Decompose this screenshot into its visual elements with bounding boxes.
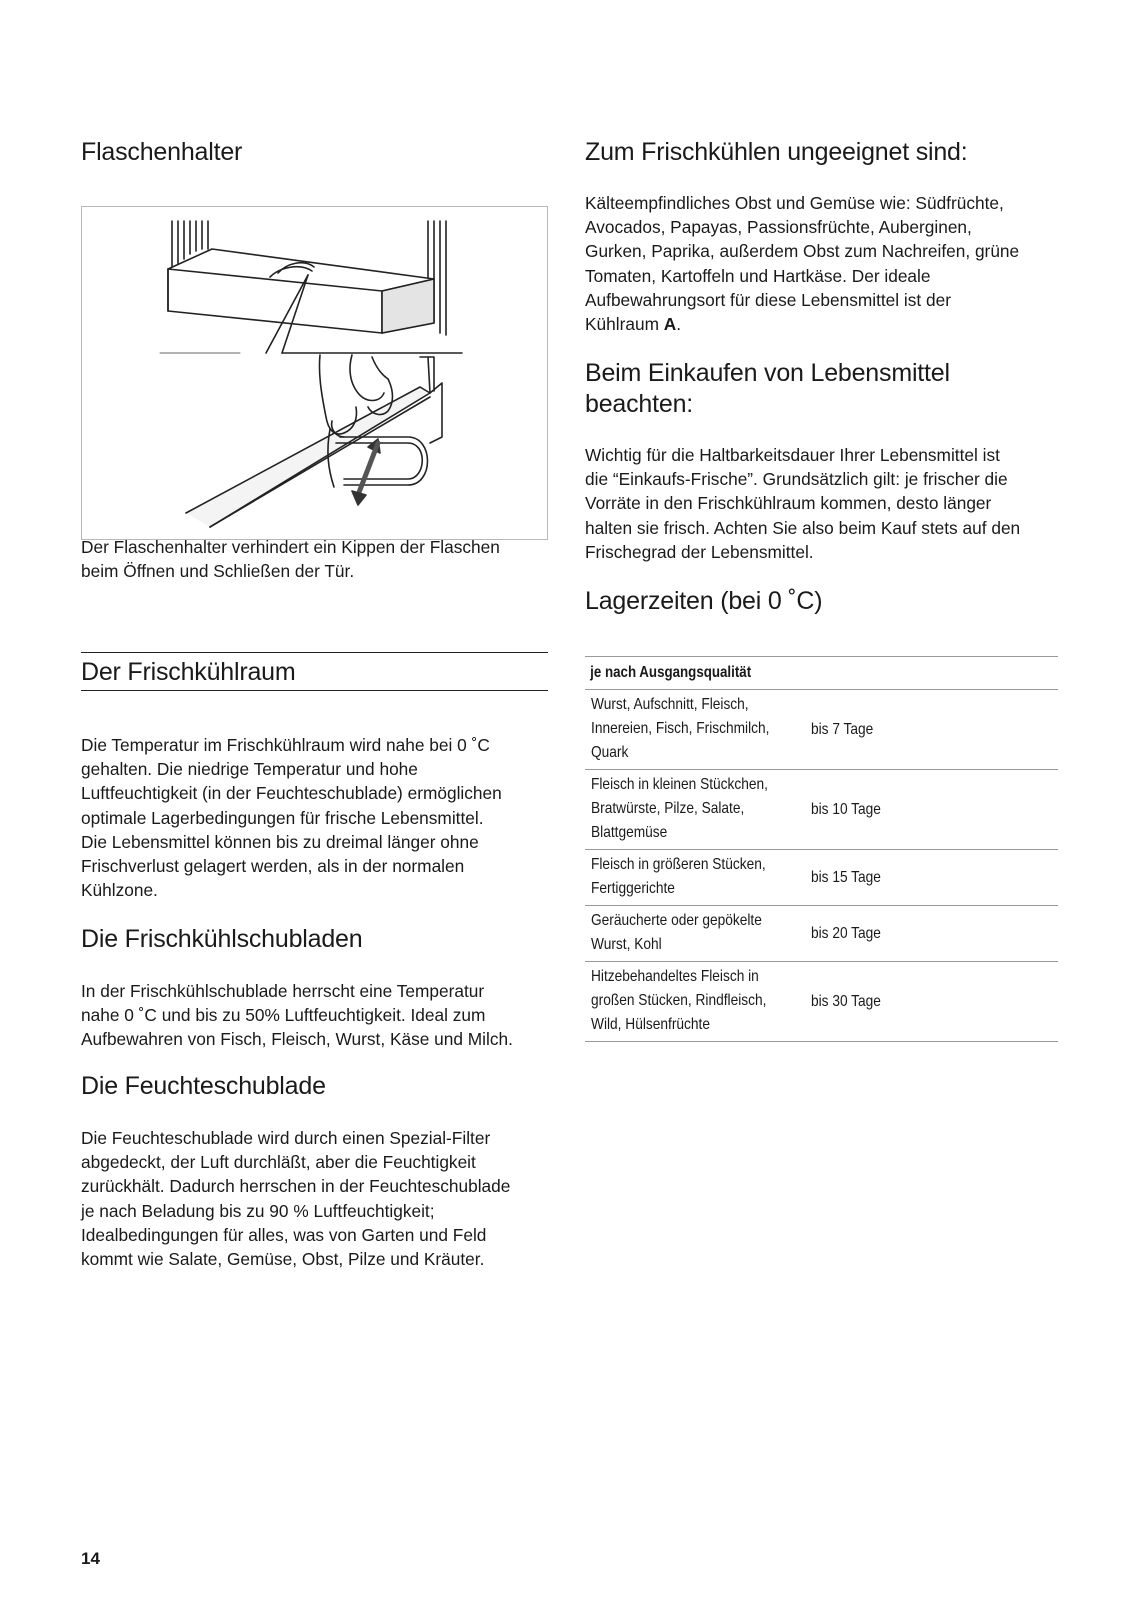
text-line: In der Frischkühlschublade herrscht eine Temperatur (81, 981, 485, 1001)
cell-line: Fleisch in größeren Stücken, (591, 856, 766, 873)
time-value: bis 30 Tage (811, 992, 881, 1010)
text-line: je nach Beladung bis zu 90 % Luftfeuchtigkeit; (81, 1200, 435, 1221)
heading-feuchteschublade: Die Feuchteschublade (81, 1072, 326, 1100)
heading-line: beachten: (585, 390, 694, 418)
cell-line: Fleisch in kleinen Stückchen, (591, 776, 768, 793)
bottle-holder-illustration (81, 206, 548, 540)
food-cell (585, 690, 797, 769)
heading-flaschenhalter: Flaschenhalter (81, 138, 243, 166)
cell-line: Wurst, Kohl (591, 936, 662, 953)
table-row (585, 906, 1058, 962)
bold-label: A (663, 314, 677, 335)
text-line: kommt wie Salate, Gemüse, Obst, Pilze und Kräuter. (81, 1249, 485, 1270)
paragraph-einkaufen (585, 443, 1020, 564)
section-bottom-rule (81, 690, 548, 691)
cell-line: Fertiggerichte (591, 880, 675, 897)
text-line: Kälteempfindliches Obst und Gemüse wie: Südfrüchte, (585, 193, 1004, 213)
text-line: optimale Lagerbedingungen für frische Lebensmittel. (81, 807, 484, 828)
text-line: Avocados, Papayas, Passionsfrüchte, Auberginen, (585, 217, 972, 238)
text-line: Vorräte in den Frischkühlraum kommen, desto länger (585, 493, 992, 514)
time-cell (797, 721, 882, 739)
text-line: Frischverlust gelagert werden, als in der normalen (81, 856, 465, 877)
time-value: bis 10 Tage (811, 800, 881, 818)
text-line: zurückhält. Dadurch herrschen in der Feuchteschublade (81, 1176, 511, 1197)
time-value: bis 15 Tage (811, 868, 881, 886)
text-line: beim Öffnen und Schließen der Tür. (81, 561, 355, 582)
food-cell (585, 850, 797, 905)
text-line: Die Feuchteschublade wird durch einen Spezial-Filter (81, 1128, 491, 1148)
table-row (585, 690, 1058, 770)
heading-einkaufen (585, 358, 950, 420)
text-line: die “Einkaufs-Frische”. Grundsätzlich gilt: je frischer die (585, 469, 1008, 490)
text-suffix: . (676, 314, 682, 335)
text-line: Kühlzone. (81, 880, 158, 901)
cell-line: Wurst, Aufschnitt, Fleisch, (591, 696, 749, 713)
time-cell (797, 869, 890, 887)
text-prefix: Kühlraum (585, 314, 664, 335)
cell-line: Blattgemüse (591, 824, 668, 841)
heading-line: Beim Einkaufen von Lebensmittel (585, 359, 950, 387)
paragraph-ungeeignet (585, 191, 1019, 336)
text-line: Wichtig für die Haltbarkeitsdauer Ihrer Lebensmittel ist (585, 445, 1000, 465)
text-line: abgedeckt, der Luft durchläßt, aber die Feuchtigkeit (81, 1152, 476, 1173)
paragraph-frischkuehlschubladen (81, 979, 513, 1052)
table-row (585, 850, 1058, 906)
text-line: Frischegrad der Lebensmittel. (585, 541, 814, 562)
text-line: Der Flaschenhalter verhindert ein Kippen der Flaschen (81, 537, 500, 557)
table-row (585, 770, 1058, 850)
table-row (585, 962, 1058, 1042)
cell-line: Innereien, Fisch, Frischmilch, (591, 720, 770, 737)
cell-line: Wild, Hülsenfrüchte (591, 1016, 710, 1033)
time-value: bis 7 Tage (811, 720, 874, 738)
text-line: Aufbewahren von Fisch, Fleisch, Wurst, Käse und Milch. (81, 1029, 513, 1050)
heading-ungeeignet: Zum Frischkühlen ungeeignet sind: (585, 138, 968, 166)
table-header-cell: je nach Ausgangsqualität (590, 664, 752, 681)
bottle-holder-drawing (82, 207, 549, 541)
text-line: Gurken, Paprika, außerdem Obst zum Nachreifen, grüne (585, 241, 1020, 262)
heading-frischkuehlraum: Der Frischkühlraum (81, 658, 296, 686)
cell-line: Quark (591, 744, 629, 761)
time-cell (797, 801, 890, 819)
cell-line: großen Stücken, Rindfleisch, (591, 992, 767, 1009)
heading-frischkuehlschubladen: Die Frischkühlschubladen (81, 925, 363, 953)
text-line: Aufbewahrungsort für diese Lebensmittel ist der (585, 289, 951, 310)
time-cell (797, 993, 890, 1011)
storage-times-table (585, 656, 1058, 1042)
time-value: bis 20 Tage (811, 924, 881, 942)
cell-line: Bratwürste, Pilze, Salate, (591, 800, 745, 817)
text-line: Tomaten, Kartoffeln und Hartkäse. Der ideale (585, 265, 931, 286)
text-line: Die Temperatur im Frischkühlraum wird nahe bei 0 ˚C (81, 735, 490, 755)
food-cell (585, 906, 797, 961)
text-line: nahe 0 ˚C und bis zu 50% Luftfeuchtigkeit. Ideal zum (81, 1005, 486, 1026)
food-cell (585, 770, 797, 849)
cell-line: Geräucherte oder gepökelte (591, 912, 762, 929)
text-line: Luftfeuchtigkeit (in der Feuchteschublade) ermöglichen (81, 783, 502, 804)
section-top-rule (81, 652, 548, 653)
text-line: Die Lebensmittel können bis zu dreimal länger ohne (81, 831, 479, 852)
food-cell (585, 962, 797, 1041)
heading-lagerzeiten: Lagerzeiten (bei 0 ˚C) (585, 587, 823, 615)
caption-flaschenhalter (81, 535, 500, 583)
text-line: gehalten. Die niedrige Temperatur und hohe (81, 759, 418, 780)
cell-line: Hitzebehandeltes Fleisch in (591, 968, 759, 985)
paragraph-frischkuehlraum (81, 733, 502, 902)
table-header-row (585, 656, 1058, 690)
paragraph-feuchteschublade (81, 1126, 510, 1271)
time-cell (797, 925, 890, 943)
text-line: halten sie frisch. Achten Sie also beim Kauf stets auf den (585, 517, 1021, 538)
text-line: Idealbedingungen für alles, was von Garten und Feld (81, 1224, 487, 1245)
text-line (585, 312, 1019, 336)
page-number: 14 (81, 1549, 100, 1568)
